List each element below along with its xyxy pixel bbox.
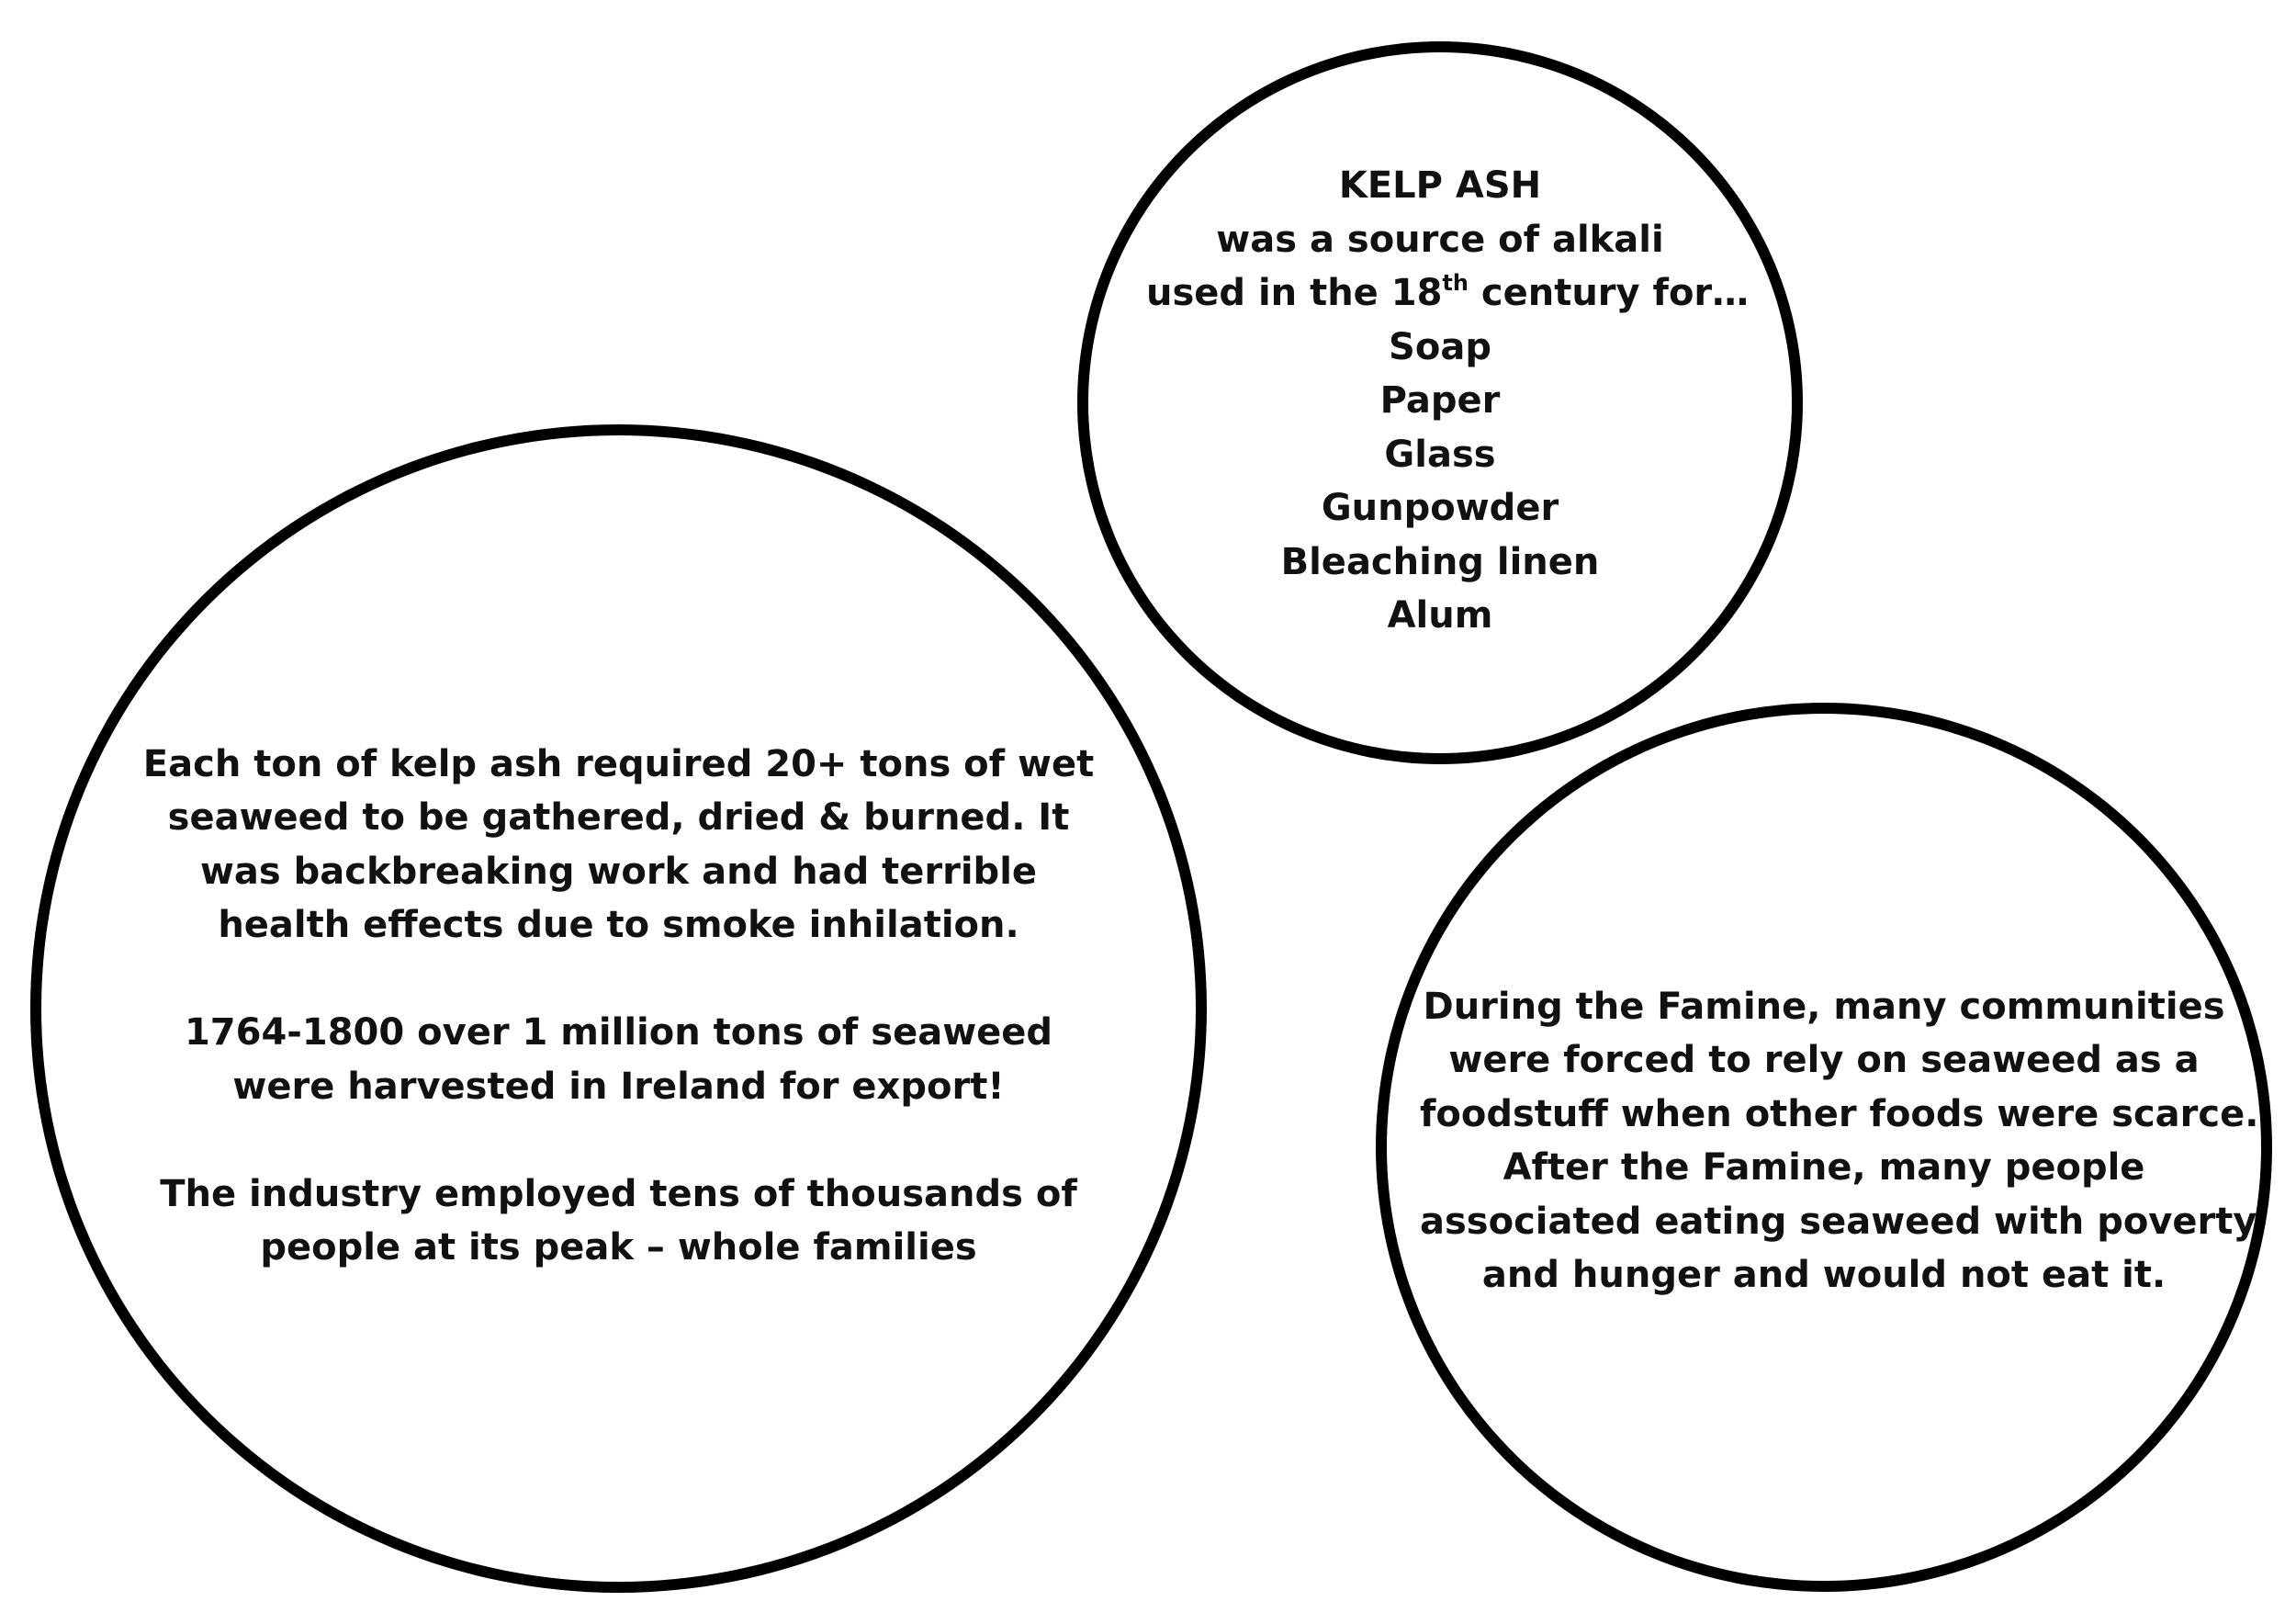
famine-text-line: During the Famine, many communities <box>1423 985 2225 1028</box>
labour-text-line: health effects due to smoke inhilation. <box>218 904 1019 946</box>
famine-seaweed-text <box>1420 980 2259 1303</box>
kelp-industry-circle <box>30 424 1207 1593</box>
paragraph-gap <box>141 953 1097 1007</box>
labour-text-line: Each ton of kelp ash required 20+ tons of wet <box>142 742 1095 785</box>
use-item: Bleaching linen <box>1280 540 1600 583</box>
ordinal-superscript: th <box>1442 269 1469 296</box>
kelp-ash-intro-line-1: was a source of alkali <box>1216 218 1664 261</box>
intro-line-2-start: used in the 18 <box>1146 272 1443 315</box>
paragraph-gap <box>141 1113 1097 1167</box>
kelp-ash-heading: KELP ASH <box>1338 164 1542 208</box>
kelp-industry-text <box>141 738 1097 1275</box>
employment-text-line: The industry employed tens of thousands of <box>160 1172 1077 1215</box>
famine-text-line: and hunger and would not eat it. <box>1481 1254 2167 1296</box>
famine-text-line: were forced to rely on seaweed as a <box>1448 1039 2200 1081</box>
use-item: Glass <box>1384 433 1496 476</box>
famine-text-line: associated eating seaweed with poverty <box>1420 1200 2257 1243</box>
use-item: Paper <box>1379 379 1501 423</box>
famine-seaweed-circle <box>1376 703 2272 1592</box>
labour-text-line: seaweed to be gathered, dried & burned. It <box>167 796 1070 839</box>
labour-text-line: was backbreaking work and had terrible <box>199 850 1038 893</box>
famine-text-line: foodstuff when other foods were scarce. <box>1420 1092 2259 1135</box>
use-item: Soap <box>1389 325 1491 368</box>
kelp-ash-uses-circle <box>1077 41 1803 764</box>
kelp-ash-intro-line-2 <box>1146 266 1750 321</box>
harvest-text-line: 1764-1800 over 1 million tons of seaweed <box>184 1011 1053 1054</box>
employment-text-line: people at its peak – whole families <box>260 1226 977 1269</box>
use-item: Gunpowder <box>1321 487 1559 530</box>
kelp-ash-uses-text <box>1146 159 1750 643</box>
intro-line-2-end: century for… <box>1468 272 1750 315</box>
use-item: Alum <box>1387 594 1493 637</box>
harvest-text-line: were harvested in Ireland for export! <box>232 1065 1005 1108</box>
famine-text-line: After the Famine, many people <box>1503 1146 2145 1189</box>
